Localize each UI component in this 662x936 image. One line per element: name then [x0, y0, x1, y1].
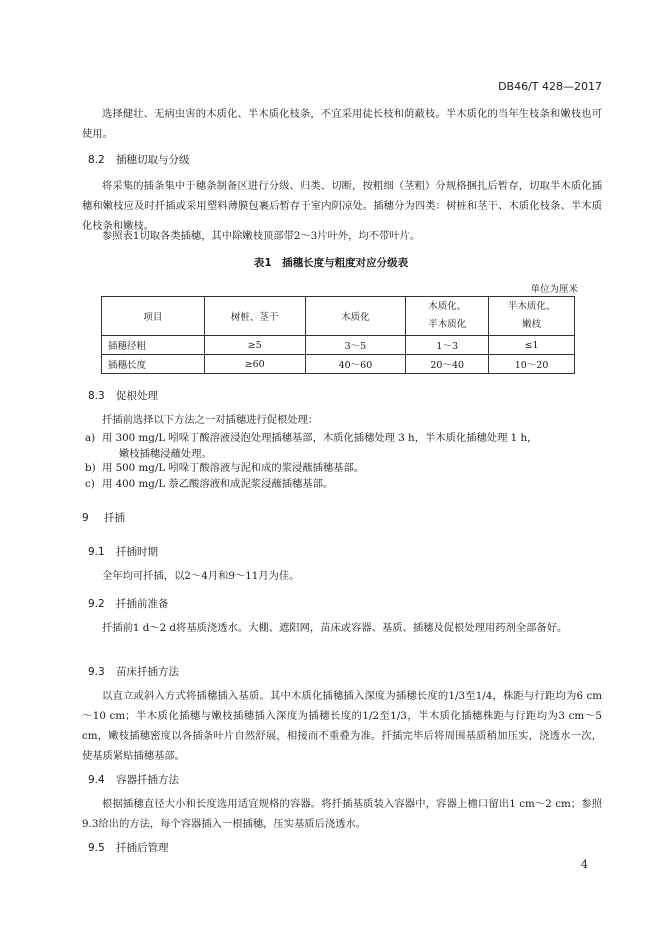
table-header-row [102, 297, 575, 336]
section-8-3-intro: 扦插前选择以下方法之一对插穗进行促根处理： [102, 414, 319, 426]
intro-paragraph: 选择健壮、无病虫害的木质化、半木质化枝条，不宜采用徒长枝和荫蔽枝。半木质化的当年生枝条和嫩枝也可使用。 [82, 108, 602, 140]
table-header-cell: 项目 [102, 297, 205, 336]
section-number: 9.4 [88, 774, 105, 786]
list-text: 用 300 mg/L 吲哚丁酸溶液浸泡处理插穗基部，木质化插穗处理 3 h，半木质化插穗处理 1 h， [102, 432, 538, 444]
section-9-3-heading [88, 664, 179, 679]
section-number: 8.2 [88, 154, 105, 166]
section-number: 9.1 [88, 546, 105, 558]
table-header-cell: 木质化 [305, 297, 406, 336]
table-cell: 1～3 [406, 336, 489, 355]
table-cell: ≤1 [489, 336, 575, 355]
grading-table [101, 296, 575, 374]
section-number: 9.3 [88, 666, 105, 678]
section-8-2-paragraph-2: 参照表1切取各类插穗，其中除嫩枝顶部带2～3片叶外，均不带叶片。 [102, 230, 421, 242]
section-title: 插穗切取与分级 [116, 154, 190, 166]
list-marker: a) [85, 432, 96, 444]
section-9-4-paragraph: 根据插穗直径大小和长度选用适宜规格的容器。将扦插基质装入容器中，容器上檐口留出1 cm～2 cm；参照9.3给出的方法，每个容器插入一根插穗，压实基质后浇透水。 [82, 798, 602, 830]
list-item [85, 476, 602, 492]
row-label: 插穗径粗 [102, 336, 205, 355]
standard-code: DB46/T 428—2017 [498, 80, 602, 93]
section-9-4-heading [88, 772, 179, 787]
section-9-2-paragraph: 扦插前1 d～2 d将基质浇透水。大棚、遮阳网，苗床或容器、基质、插穗及促根处理用药剂全部备好。 [102, 622, 568, 634]
section-number: 9.5 [88, 842, 105, 854]
table-row [102, 355, 575, 374]
list-marker: c) [85, 478, 95, 490]
header-line: 嫩枝 [522, 319, 542, 330]
header-line: 半木质化、 [507, 301, 556, 312]
list-text: 用 400 mg/L 萘乙酸溶液和成泥浆浸蘸插穗基部。 [102, 478, 334, 490]
table-header-cell [406, 297, 489, 336]
section-8-3-heading [88, 388, 158, 403]
table-unit: 单位为厘米 [530, 284, 578, 295]
table-title: 表1 插穗长度与粗度对应分级表 [253, 257, 409, 269]
section-8-2-paragraph-1: 将采集的插条集中于穗条制备区进行分级、归类、切断，按粗细（茎粗）分规格捆扎后暂存，切取半木质化插穗和嫩枝应及时扦插或采用塑料薄膜包裹后暂存于室内阴凉处。插穗分为四类：树桩和茎干、木质化枝条、半木质化枝条和嫩枝。 [82, 180, 602, 232]
section-9-1-heading [88, 544, 158, 559]
section-title: 扦插时期 [116, 546, 158, 558]
table-cell: 40～60 [305, 355, 406, 374]
section-number: 9.2 [88, 598, 105, 610]
section-title: 扦插 [104, 512, 125, 524]
section-title: 苗床扦插方法 [116, 666, 179, 678]
table-cell: 20～40 [406, 355, 489, 374]
section-title: 扦插后管理 [116, 842, 169, 854]
section-title: 扦插前准备 [116, 598, 169, 610]
list-item [85, 430, 602, 462]
section-number: 8.3 [88, 390, 105, 402]
section-title: 促根处理 [116, 390, 158, 402]
table-cell: ≥5 [204, 336, 305, 355]
section-9-1-paragraph: 全年均可扦插，以2～4月和9～11月为佳。 [102, 570, 300, 582]
section-9-5-heading [88, 840, 169, 855]
list-text: 用 500 mg/L 吲哚丁酸溶液与泥和成的浆浸蘸插穗基部。 [102, 462, 365, 474]
section-9-2-heading [88, 596, 169, 611]
table-row [102, 336, 575, 355]
table-header-cell: 树桩、茎干 [204, 297, 305, 336]
list-item [85, 460, 602, 476]
section-9-heading [82, 510, 125, 525]
list-text-continued: 嫩枝插穗浸蘸处理。 [119, 448, 212, 460]
row-label: 插穗长度 [102, 355, 205, 374]
header-line: 木质化、 [428, 301, 467, 312]
section-title: 容器扦插方法 [116, 774, 179, 786]
header-line: 半木质化 [428, 319, 467, 330]
table-cell: ≥60 [204, 355, 305, 374]
section-9-3-paragraph: 以直立或斜入方式将插穗插入基质。其中木质化插穗插入深度为插穗长度的1/3至1/4，株距与行距均为6 cm～10 cm；半木质化插穗与嫩枝插穗插入深度为插穗长度的1/2至1/3，半木质化插穗株距与行距均为3 cm～5 cm，嫩枝插穗密度以各插条叶片自然舒展，相接而不重叠为准。扦插完毕后将周围基质稍加压实，浇透水一次，使基质紧贴插穗基部。 [82, 690, 602, 762]
list-marker: b) [85, 462, 96, 474]
table-cell: 10～20 [489, 355, 575, 374]
table-header-cell [489, 297, 575, 336]
section-8-2-heading [88, 152, 190, 167]
page-number: 4 [581, 858, 588, 871]
table-cell: 3～5 [305, 336, 406, 355]
section-number: 9 [82, 512, 89, 524]
